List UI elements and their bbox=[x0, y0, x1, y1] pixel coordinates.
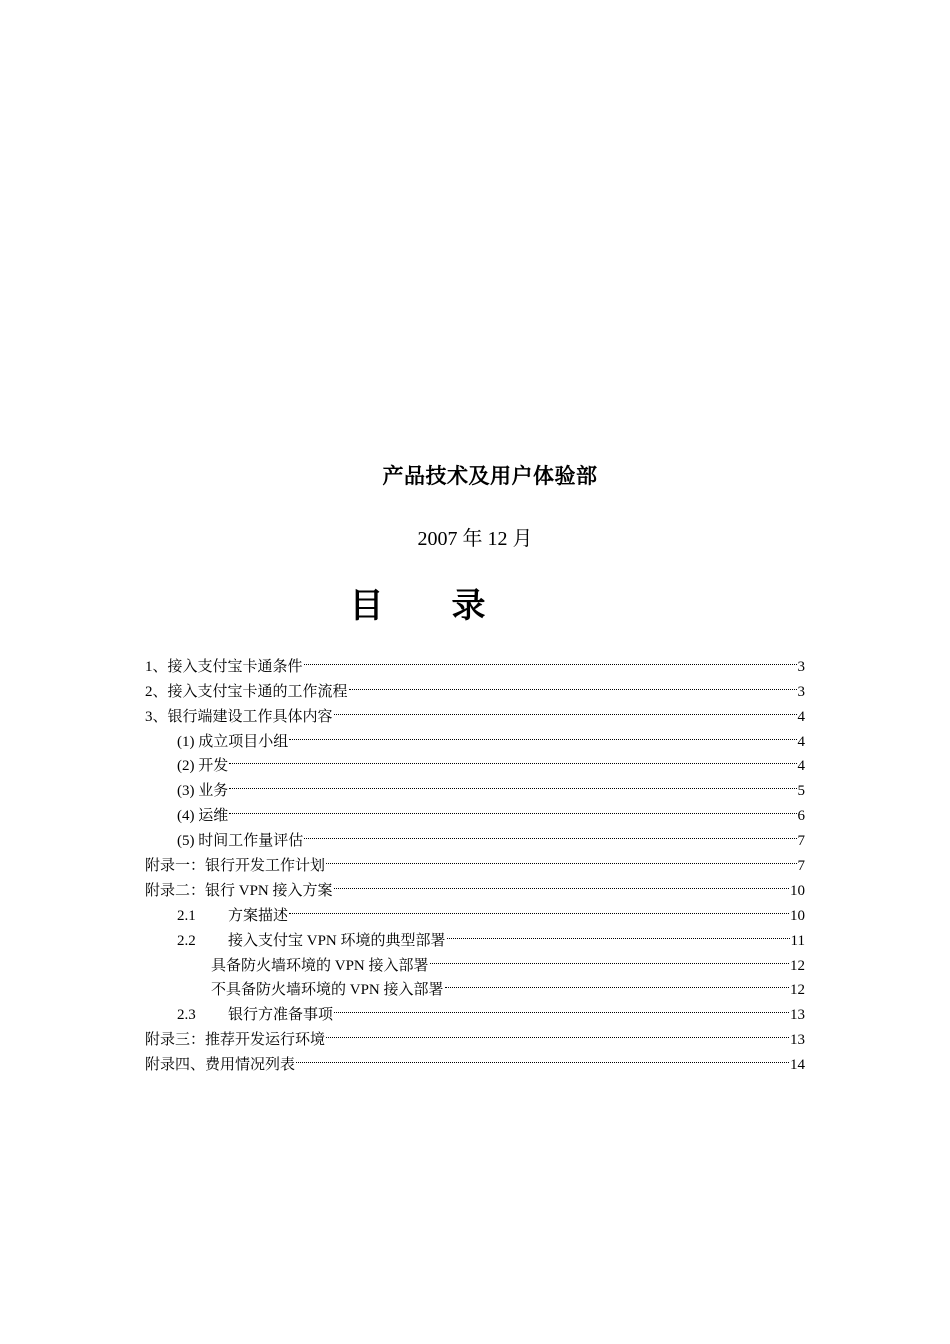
toc-entry-page: 3 bbox=[797, 683, 805, 700]
toc-entry-text: 附录三：推荐开发运行环境 bbox=[145, 1032, 326, 1049]
toc-entry[interactable] bbox=[145, 770, 805, 800]
toc-leader-dots bbox=[445, 970, 789, 995]
toc-leader-dots bbox=[304, 646, 797, 671]
toc-leader-dots bbox=[334, 870, 789, 895]
toc-entry-page: 13 bbox=[790, 1007, 805, 1024]
toc-entry-text: 附录一：银行开发工作计划 bbox=[145, 858, 326, 875]
toc-entry-page: 5 bbox=[797, 783, 805, 800]
toc-entry-text: 1、接入支付宝卡通条件 bbox=[145, 658, 303, 675]
toc-entry-text: (3) 业务 bbox=[177, 783, 229, 800]
toc-entry-text: (5) 时间工作量评估 bbox=[177, 833, 304, 850]
toc-leader-dots bbox=[229, 770, 796, 795]
toc-leader-dots bbox=[334, 696, 797, 721]
toc-entry-page: 4 bbox=[797, 708, 805, 725]
toc-entry-text: (2) 开发 bbox=[177, 758, 229, 775]
toc-leader-dots bbox=[304, 820, 796, 845]
toc-entry-page: 4 bbox=[797, 733, 805, 750]
toc-entry-text: 3、银行端建设工作具体内容 bbox=[145, 708, 333, 725]
toc-entry-page: 11 bbox=[790, 932, 805, 949]
toc-leader-dots bbox=[289, 895, 789, 920]
toc-entry-page: 12 bbox=[790, 957, 805, 974]
toc-leader-dots bbox=[326, 1019, 789, 1044]
toc-entry[interactable] bbox=[145, 820, 805, 850]
toc-entry-page: 7 bbox=[797, 833, 805, 850]
toc-leader-dots bbox=[296, 1044, 789, 1069]
toc-entry-text: 不具备防火墙环境的 VPN 接入部署 bbox=[211, 982, 444, 999]
document-date: 2007 年 12 月 bbox=[417, 528, 533, 550]
toc-entry-text: 银行方准备事项 bbox=[228, 1007, 334, 1024]
toc-leader-dots bbox=[229, 746, 796, 771]
toc-title-left: 目 bbox=[349, 586, 384, 626]
toc-leader-dots bbox=[326, 845, 796, 870]
toc-entry[interactable] bbox=[145, 746, 805, 775]
toc-entry-page: 4 bbox=[797, 758, 805, 775]
toc-entry-page: 7 bbox=[797, 858, 805, 875]
toc-entry-text: 附录四、费用情况列表 bbox=[145, 1057, 296, 1074]
toc-entry-page: 10 bbox=[790, 907, 805, 924]
toc-entry-text: 方案描述 bbox=[228, 907, 289, 924]
toc-entry-page: 13 bbox=[790, 1032, 805, 1049]
toc-entry-page: 3 bbox=[797, 658, 805, 675]
toc-leader-dots bbox=[229, 795, 796, 820]
toc-entry-text: 附录二：银行 VPN 接入方案 bbox=[145, 882, 333, 899]
toc-entry-text: (4) 运维 bbox=[177, 808, 229, 825]
toc-leader-dots bbox=[289, 721, 796, 746]
department-name: 产品技术及用户体验部 bbox=[382, 463, 598, 488]
toc-entry-number: 2.1 bbox=[177, 907, 196, 924]
toc-leader-dots bbox=[349, 671, 797, 696]
toc-entry-text: (1) 成立项目小组 bbox=[177, 733, 289, 750]
toc-title-right: 录 bbox=[451, 586, 486, 626]
toc-title bbox=[0, 578, 835, 627]
toc-entry-text: 具备防火墙环境的 VPN 接入部署 bbox=[211, 957, 429, 974]
toc-entry-text: 2、接入支付宝卡通的工作流程 bbox=[145, 683, 348, 700]
toc-entry-number: 2.2 bbox=[177, 932, 196, 949]
toc-entry[interactable] bbox=[145, 646, 805, 675]
toc-entry-page: 6 bbox=[797, 808, 805, 825]
toc-leader-dots bbox=[447, 920, 790, 945]
toc-leader-dots bbox=[334, 994, 789, 1019]
toc-entry-page: 14 bbox=[790, 1057, 805, 1074]
toc-entry[interactable] bbox=[145, 795, 805, 825]
toc-leader-dots bbox=[430, 945, 789, 970]
toc-entry-number: 2.3 bbox=[177, 1007, 196, 1024]
table-of-contents bbox=[145, 646, 805, 1074]
toc-entry-page: 12 bbox=[790, 982, 805, 999]
toc-entry-page: 10 bbox=[790, 882, 805, 899]
toc-entry-text: 接入支付宝 VPN 环境的典型部署 bbox=[228, 932, 446, 949]
